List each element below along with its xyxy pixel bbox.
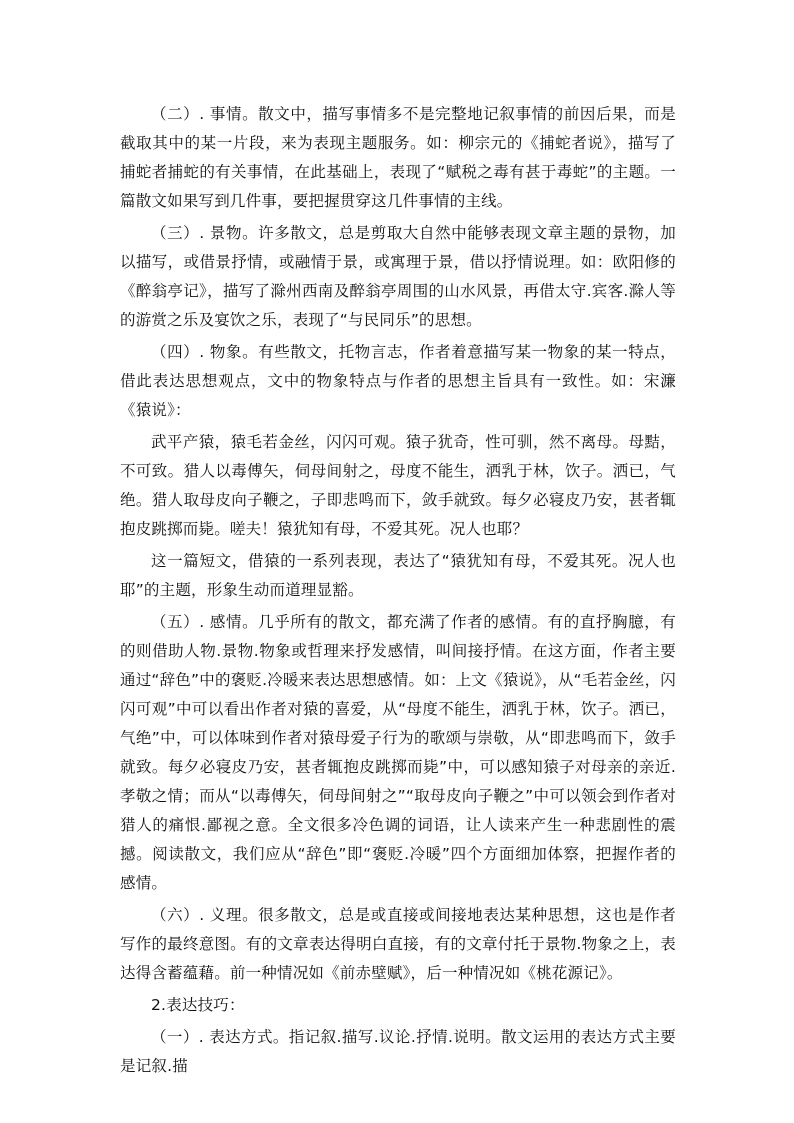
paragraph-events: （二）. 事情。散文中，描写事情多不是完整地记叙事情的前因后果，而是截取其中的某一片段，来为表现主题服务。如：柳宗元的《捕蛇者说》，描写了捕蛇者捕蛇的有关事情，在此基础上，表现了“赋税之毒有甚于毒蛇”的主题。一篇散文如果写到几件事，要把握贯穿这几件事情的主线。 [120, 105, 676, 210]
paragraph-expression-modes: （一）. 表达方式。指记叙.描写.议论.抒情.说明。散文运用的表达方式主要是记叙.描 [120, 1028, 676, 1075]
document-page [120, 100, 676, 1081]
paragraph-emotion: （五）. 感情。几乎所有的散文，都充满了作者的感情。有的直抒胸臆，有的则借助人物.景物.物象或哲理来抒发感情，叫间接抒情。在这方面，作者主要通过“辞色”中的褒贬.冷暖来表达思想感情。如：上文《猿说》，从“毛若金丝，闪闪可观”中可以看出作者对猿的喜爱，从“母度不能生，洒乳于林，饮子。洒已，气绝”中，可以体味到作者对猿母爱子行为的歌颂与崇敬，从“即悲鸣而下，敛手就致。每夕必寝皮乃安，甚者辄抱皮跳掷而毙”中，可以感知猿子对母亲的亲近.孝敬之情；而从“以毒傅矢，伺母间射之”“取母皮向子鞭之”中可以领会到作者对猎人的痛恨.鄙视之意。全文很多冷色调的词语，让人读来产生一种悲剧性的震撼。阅读散文，我们应从“辞色”即“褒贬.冷暖”四个方面细加体察，把握作者的感情。 [120, 613, 676, 892]
paragraph-ape-summary: 这一篇短文，借猿的一系列表现，表达了“猿犹知有母，不爱其死。况人也耶”的主题，形象生动而道理显豁。 [120, 552, 676, 599]
section-heading-techniques: 2.表达技巧： [151, 996, 245, 1014]
paragraph-reasoning: （六）. 义理。很多散文，总是或直接或间接地表达某种思想，这也是作者写作的最终意图。有的文章表达得明白直接，有的文章付托于景物.物象之上，表达得含蓄蕴藉。前一种情况如《前赤壁赋》，后一种情况如《桃花源记》。 [120, 906, 676, 982]
paragraph-ape-story: 武平产猿，猿毛若金丝，闪闪可观。猿子犹奇，性可驯，然不离母。母黠，不可致。猎人以毒傅矢，伺母间射之，母度不能生，洒乳于林，饮子。洒已，气绝。猎人取母皮向子鞭之，子即悲鸣而下，敛手就致。每夕必寝皮乃安，甚者辄抱皮跳掷而毙。嗟夫！猿犹知有母，不爱其死。况人也耶？ [120, 433, 676, 538]
paragraph-objects: （四）. 物象。有些散文，托物言志，作者着意描写某一物象的某一特点，借此表达思想观点，文中的物象特点与作者的思想主旨具有一致性。如：宋濂《猿说》： [120, 343, 676, 419]
paragraph-scenery: （三）. 景物。许多散文，总是剪取大自然中能够表现文章主题的景物，加以描写，或借景抒情，或融情于景，或寓理于景，借以抒情说理。如：欧阳修的《醉翁亭记》，描写了滁州西南及醉翁亭周围的山水风景，再借太守.宾客.滁人等的游赏之乐及宴饮之乐，表现了“与民同乐”的思想。 [120, 224, 676, 329]
